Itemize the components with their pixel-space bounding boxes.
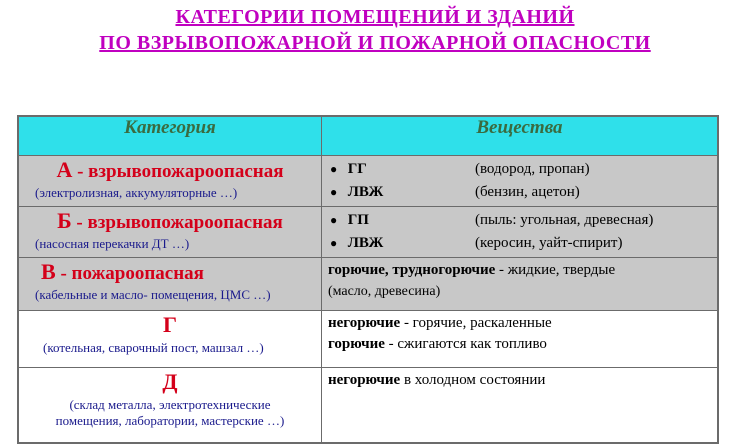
header-substances: Вещества	[321, 116, 718, 156]
page-title	[0, 4, 750, 56]
category-letter-g: Г	[162, 312, 177, 337]
header-category: Категория	[18, 116, 321, 156]
substance-item	[330, 181, 717, 204]
table-row-v	[18, 258, 718, 311]
title-line-1: КАТЕГОРИИ ПОМЕЩЕНИЙ И ЗДАНИЙ	[175, 6, 575, 28]
table-row-d	[18, 368, 718, 444]
description-line	[328, 313, 717, 334]
description-bold: горючие, трудногорючие	[327, 262, 496, 278]
examples-line-2: помещения, лаборатории, мастерские …)	[55, 413, 285, 428]
category-title-d	[19, 371, 321, 395]
substances-cell-b	[321, 207, 718, 258]
category-cell-b	[18, 207, 321, 258]
category-examples-a: (электролизная, аккумуляторные …)	[35, 185, 238, 200]
category-letter-b: Б	[57, 208, 72, 233]
bullet-icon: ●	[329, 213, 338, 227]
bullet-icon: ●	[329, 185, 338, 199]
category-examples-g: (котельная, сварочный пост, машзал …)	[43, 340, 264, 355]
category-examples-b: (насосная перекачки ДТ …)	[35, 236, 190, 251]
table-header-row	[18, 116, 718, 156]
description-bold: горючие	[327, 336, 385, 352]
description-line	[328, 334, 717, 355]
substance-note: (бензин, ацетон)	[474, 184, 580, 200]
category-table	[17, 115, 719, 444]
description-line-2: (масло, древесина)	[327, 284, 441, 299]
category-cell-v	[18, 258, 321, 311]
category-letter-d: Д	[162, 369, 178, 394]
substance-code: ГГ	[347, 161, 367, 177]
substances-cell-d	[321, 368, 718, 444]
substance-item	[330, 158, 717, 181]
category-title-a	[19, 159, 321, 183]
category-name-v: - пожароопасная	[60, 263, 204, 284]
bullet-icon: ●	[329, 236, 338, 250]
description-line	[328, 370, 717, 391]
category-cell-d	[18, 368, 321, 444]
description-bold: негорючие	[327, 372, 401, 388]
category-cell-a	[18, 156, 321, 207]
substances-cell-v	[321, 258, 718, 311]
description-line	[328, 260, 717, 281]
substance-code: ГП	[347, 212, 369, 228]
description-rest: - горячие, раскаленные	[400, 315, 552, 331]
title-line-2: ПО ВЗРЫВОПОЖАРНОЙ И ПОЖАРНОЙ ОПАСНОСТИ	[99, 32, 651, 54]
description-rest: - жидкие, твердые	[495, 262, 616, 278]
category-title-g	[19, 314, 321, 338]
category-name-b: - взрывопожароопасная	[76, 212, 283, 233]
category-letter-v: В	[41, 259, 56, 284]
category-title-b	[19, 210, 321, 234]
substance-item	[330, 232, 717, 255]
category-letter-a: А	[56, 157, 73, 182]
substance-note: (керосин, уайт-спирит)	[474, 235, 623, 251]
table-row-g	[18, 311, 718, 368]
substance-code: ЛВЖ	[347, 184, 384, 200]
table-row-b	[18, 207, 718, 258]
substance-note: (водород, пропан)	[474, 161, 590, 177]
substances-cell-a	[321, 156, 718, 207]
examples-line-1: (склад металла, электротехнические	[69, 397, 271, 412]
description-bold: негорючие	[327, 315, 401, 331]
category-cell-g	[18, 311, 321, 368]
substances-cell-g	[321, 311, 718, 368]
substance-code: ЛВЖ	[347, 235, 384, 251]
category-examples-d	[19, 395, 321, 429]
substance-note: (пыль: угольная, древесная)	[474, 212, 654, 228]
category-name-a: - взрывопожароопасная	[77, 161, 284, 182]
substance-item	[330, 209, 717, 232]
description-rest: - сжигаются как топливо	[384, 336, 547, 352]
bullet-icon: ●	[329, 162, 338, 176]
description-rest: в холодном состоянии	[400, 372, 546, 388]
category-examples-v: (кабельные и масло- помещения, ЦМС …)	[35, 287, 271, 302]
category-title-v	[19, 261, 321, 285]
table-row-a	[18, 156, 718, 207]
